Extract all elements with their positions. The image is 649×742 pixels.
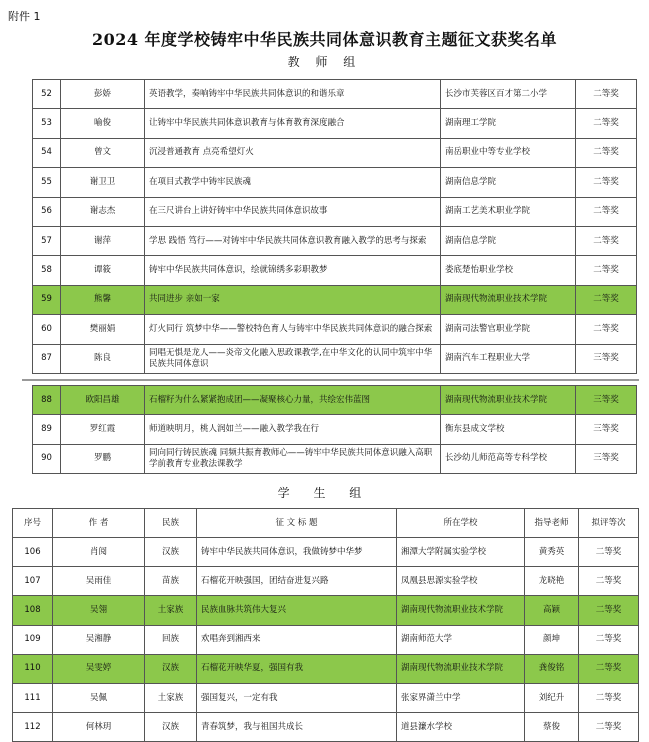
table-row	[33, 415, 637, 444]
row-number: 53	[33, 109, 61, 138]
school-name: 凤凰县思源实验学校	[397, 567, 525, 596]
essay-title: 英语教学，奏响铸牢中华民族共同体意识的和谐乐章	[145, 80, 441, 109]
row-number: 58	[33, 256, 61, 285]
header-teacher: 指导老师	[525, 509, 579, 538]
row-number: 90	[33, 444, 61, 473]
award-level: 二等奖	[576, 138, 637, 167]
row-number: 55	[33, 168, 61, 197]
author-name: 吴雯婷	[53, 654, 145, 683]
row-number: 110	[13, 654, 53, 683]
award-level: 二等奖	[576, 109, 637, 138]
table-row	[13, 654, 639, 683]
row-number: 108	[13, 596, 53, 625]
author-name: 喻俊	[61, 109, 145, 138]
table-row	[13, 683, 639, 712]
essay-title: 同唱无惧是龙人——炎帝文化融入思政课教学,在中华文化的认同中筑牢中华民族共同体意识	[145, 344, 441, 373]
advisor-name: 刘纪升	[525, 683, 579, 712]
row-number: 54	[33, 138, 61, 167]
essay-title: 沉浸普通教育 点亮希望灯火	[145, 138, 441, 167]
award-level: 二等奖	[579, 713, 639, 742]
essay-title: 同向同行铸民族魂 同频共振育教师心——铸牢中华民族共同体意识融入高职学前教育专业教法课教学	[145, 444, 441, 473]
table-row	[13, 625, 639, 654]
award-level: 二等奖	[579, 567, 639, 596]
header-no: 序号	[13, 509, 53, 538]
row-number: 89	[33, 415, 61, 444]
header-award: 拟评等次	[579, 509, 639, 538]
award-level: 二等奖	[579, 625, 639, 654]
school-name: 湘潭大学附属实验学校	[397, 538, 525, 567]
row-number: 59	[33, 285, 61, 314]
school-name: 张家界潇兰中学	[397, 683, 525, 712]
advisor-name: 黄秀英	[525, 538, 579, 567]
essay-title: 在项目式教学中铸牢民族魂	[145, 168, 441, 197]
table-row	[33, 197, 637, 226]
advisor-name: 高颖	[525, 596, 579, 625]
author-name: 谢萍	[61, 226, 145, 255]
student-group-heading: 学 生 组	[277, 486, 372, 500]
essay-title: 民族血脉共筑伟大复兴	[197, 596, 397, 625]
row-number: 57	[33, 226, 61, 255]
author-name: 吴雨佳	[53, 567, 145, 596]
school-name: 湖南理工学院	[441, 109, 576, 138]
row-number: 109	[13, 625, 53, 654]
author-name: 谭筱	[61, 256, 145, 285]
author-name: 樊丽娟	[61, 315, 145, 344]
essay-title: 石榴花开映华夏，强国有我	[197, 654, 397, 683]
table-row	[33, 386, 637, 415]
ethnic-group: 土家族	[145, 683, 197, 712]
row-number: 88	[33, 386, 61, 415]
essay-title: 让铸牢中华民族共同体意识教育与体育教育深度融合	[145, 109, 441, 138]
school-name: 南岳职业中等专业学校	[441, 138, 576, 167]
author-name: 罗鹏	[61, 444, 145, 473]
essay-title: 欢唱奔到湘西来	[197, 625, 397, 654]
author-name: 谢卫卫	[61, 168, 145, 197]
essay-title: 石榴籽为什么紧紧抱成团——凝聚核心力量，共绘宏伟蓝图	[145, 386, 441, 415]
award-level: 二等奖	[579, 596, 639, 625]
school-name: 长沙市芙蓉区百才第二小学	[441, 80, 576, 109]
author-name: 罗红霞	[61, 415, 145, 444]
row-number: 56	[33, 197, 61, 226]
award-level: 二等奖	[579, 654, 639, 683]
ethnic-group: 苗族	[145, 567, 197, 596]
essay-title: 青春筑梦，我与祖国共成长	[197, 713, 397, 742]
school-name: 湖南现代物流职业技术学院	[441, 285, 576, 314]
school-name: 湖南现代物流职业技术学院	[397, 596, 525, 625]
author-name: 熊馨	[61, 285, 145, 314]
header-title: 征 文 标 题	[197, 509, 397, 538]
award-level: 三等奖	[576, 386, 637, 415]
award-level: 二等奖	[579, 683, 639, 712]
essay-title: 灯火同行 筑梦中华——警校特色育人与铸牢中华民族共同体意识的融合探索	[145, 315, 441, 344]
author-name: 肖阅	[53, 538, 145, 567]
school-name: 湖南汽车工程职业大学	[441, 344, 576, 373]
table-row	[33, 315, 637, 344]
advisor-name: 颜坤	[525, 625, 579, 654]
author-name: 陈良	[61, 344, 145, 373]
school-name: 湖南信息学院	[441, 226, 576, 255]
row-number: 111	[13, 683, 53, 712]
award-level: 二等奖	[576, 256, 637, 285]
table-row	[33, 138, 637, 167]
advisor-name: 龙晓艳	[525, 567, 579, 596]
essay-title: 在三尺讲台上讲好铸牢中华民族共同体意识故事	[145, 197, 441, 226]
teacher-table-part1	[32, 79, 637, 374]
school-name: 湖南师范大学	[397, 625, 525, 654]
award-level: 三等奖	[576, 444, 637, 473]
author-name: 彭娇	[61, 80, 145, 109]
school-name: 湖南工艺美术职业学院	[441, 197, 576, 226]
essay-title: 铸牢中华民族共同体意识，绘就锦绣多彩职教梦	[145, 256, 441, 285]
author-name: 吴翎	[53, 596, 145, 625]
author-name: 吴湘静	[53, 625, 145, 654]
author-name: 曾文	[61, 138, 145, 167]
row-number: 52	[33, 80, 61, 109]
table-row	[13, 713, 639, 742]
award-level: 二等奖	[576, 168, 637, 197]
essay-title: 共同进步 亲如一家	[145, 285, 441, 314]
row-number: 107	[13, 567, 53, 596]
essay-title: 学思 践悟 笃行——对铸牢中华民族共同体意识教育融入教学的思考与探索	[145, 226, 441, 255]
table-row	[33, 285, 637, 314]
essay-title: 铸牢中华民族共同体意识，我做铸梦中华梦	[197, 538, 397, 567]
table-row	[13, 567, 639, 596]
award-level: 二等奖	[579, 538, 639, 567]
header-ethnic: 民族	[145, 509, 197, 538]
teacher-group-heading: 教 师 组	[287, 55, 362, 69]
page-title: 2024 年度学校铸牢中华民族共同体意识教育主题征文获奖名单	[91, 30, 558, 49]
ethnic-group: 汉族	[145, 654, 197, 683]
student-table-header	[13, 509, 639, 538]
school-name: 湖南现代物流职业技术学院	[441, 386, 576, 415]
ethnic-group: 土家族	[145, 596, 197, 625]
school-name: 湖南信息学院	[441, 168, 576, 197]
advisor-name: 龚俊铭	[525, 654, 579, 683]
essay-title: 强国复兴，一定有我	[197, 683, 397, 712]
award-level: 二等奖	[576, 285, 637, 314]
school-name: 长沙幼儿师范高等专科学校	[441, 444, 576, 473]
table-row	[33, 80, 637, 109]
row-number: 112	[13, 713, 53, 742]
advisor-name: 蔡俊	[525, 713, 579, 742]
award-level: 二等奖	[576, 315, 637, 344]
award-level: 二等奖	[576, 80, 637, 109]
table-row	[33, 226, 637, 255]
page-break-divider	[22, 379, 639, 381]
row-number: 106	[13, 538, 53, 567]
school-name: 娄底楚怡职业学校	[441, 256, 576, 285]
award-level: 二等奖	[576, 197, 637, 226]
essay-title: 师道映明月，桃人润如兰——融入教学我在行	[145, 415, 441, 444]
essay-title: 石榴花开映强国，团结奋进复兴路	[197, 567, 397, 596]
header-name: 作 者	[53, 509, 145, 538]
row-number: 60	[33, 315, 61, 344]
author-name: 谢志杰	[61, 197, 145, 226]
ethnic-group: 回族	[145, 625, 197, 654]
award-level: 三等奖	[576, 344, 637, 373]
school-name: 湖南现代物流职业技术学院	[397, 654, 525, 683]
ethnic-group: 汉族	[145, 713, 197, 742]
table-row	[33, 109, 637, 138]
author-name: 吴佩	[53, 683, 145, 712]
award-level: 二等奖	[576, 226, 637, 255]
attachment-label: 附件 1	[8, 10, 41, 23]
school-name: 道县濂水学校	[397, 713, 525, 742]
teacher-table-part2	[32, 385, 637, 474]
table-row	[33, 256, 637, 285]
table-row	[13, 538, 639, 567]
ethnic-group: 汉族	[145, 538, 197, 567]
header-school: 所在学校	[397, 509, 525, 538]
table-row	[33, 444, 637, 473]
author-name: 何林玥	[53, 713, 145, 742]
school-name: 湖南司法警官职业学院	[441, 315, 576, 344]
table-row	[33, 168, 637, 197]
student-table	[12, 508, 639, 742]
award-level: 三等奖	[576, 415, 637, 444]
author-name: 欧阳昌雄	[61, 386, 145, 415]
row-number: 87	[33, 344, 61, 373]
table-row	[33, 344, 637, 373]
school-name: 衡东县成文学校	[441, 415, 576, 444]
table-row	[13, 596, 639, 625]
